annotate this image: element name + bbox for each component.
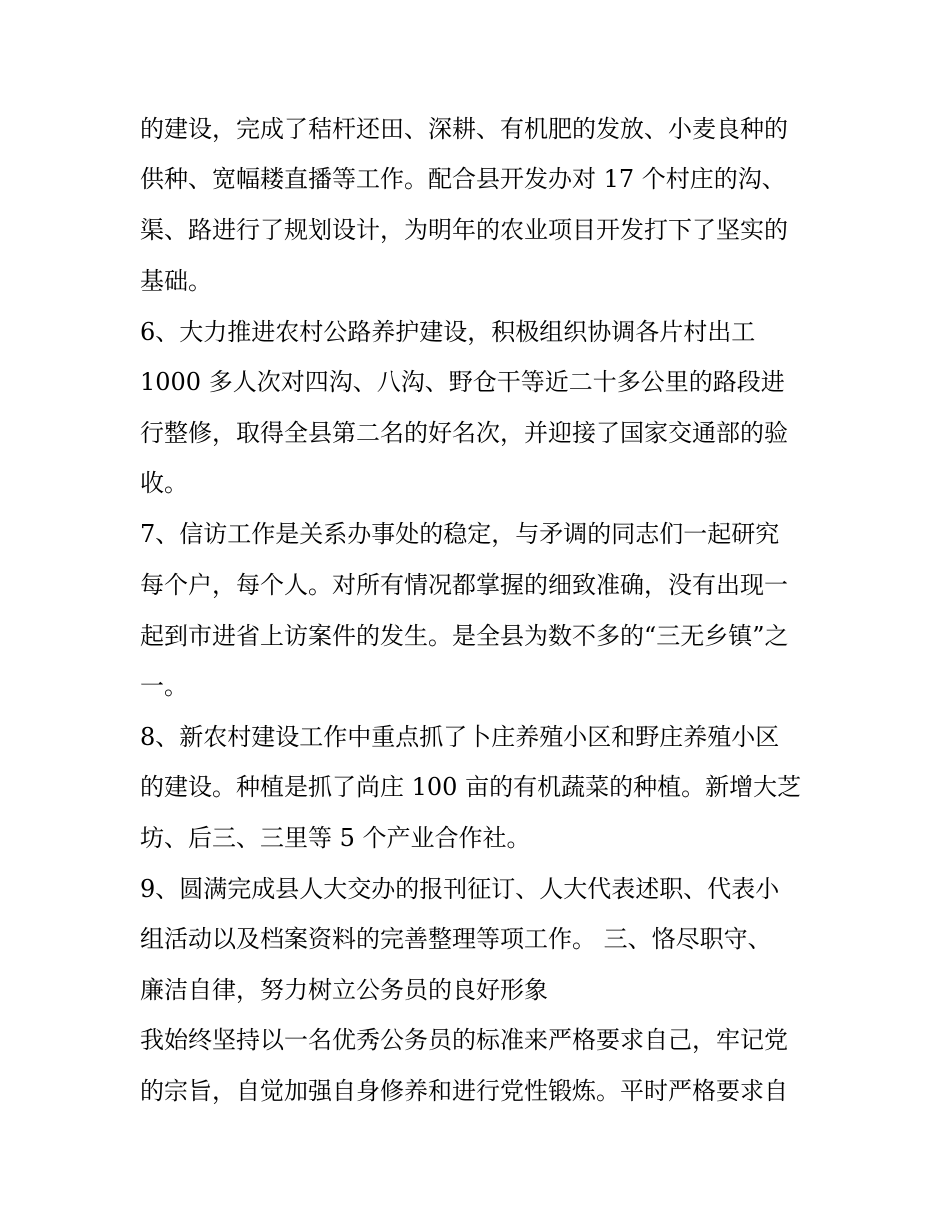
text-line: 基础。 [140,267,212,295]
text-line: 坊、后三、三里等 5 个产业合作社。 [140,824,531,852]
text-line: 我始终坚持以一名优秀公务员的标准来严格要求自己，牢记党 [140,1026,788,1054]
text-line: 行整修，取得全县第二名的好名次，并迎接了国家交通部的验 [140,419,788,447]
text-line: 渠、路进行了规划设计，为明年的农业项目开发打下了坚实的 [140,216,788,244]
text-line: 的建设，完成了秸杆还田、深耕、有机肥的发放、小麦良种的 [140,115,788,143]
text-line: 9、圆满完成县人大交办的报刊征订、人大代表述职、代表小 [140,875,780,903]
text-line: 起到市进省上访案件的发生。是全县为数不多的“三无乡镇”之 [140,622,789,650]
text-line: 的建设。种植是抓了尚庄 100 亩的有机蔬菜的种植。新增大芝 [140,773,802,801]
text-line: 6、大力推进农村公路养护建设，积极组织协调各片村出工 [140,318,756,346]
text-line: 收。 [140,469,188,497]
text-line: 廉洁自律，努力树立公务员的良好形象 [140,976,548,1004]
text-line: 组活动以及档案资料的完善整理等项工作。 三、恪尽职守、 [140,925,772,953]
text-line: 每个户，每个人。对所有情况都掌握的细致准确，没有出现一 [140,571,788,599]
text-line: 供种、宽幅耧直播等工作。配合县开发办对 17 个村庄的沟、 [140,165,786,193]
text-line: 7、信访工作是关系办事处的稳定，与矛调的同志们一起研究 [140,520,780,548]
text-line: 一。 [140,672,188,700]
text-line: 的宗旨，自觉加强自身修养和进行党性锻炼。平时严格要求自 [140,1077,788,1105]
text-line: 8、新农村建设工作中重点抓了卜庄养殖小区和野庄养殖小区 [140,723,780,751]
text-line: 1000 多人次对四沟、八沟、野仓干等近二十多公里的路段进 [140,368,785,396]
